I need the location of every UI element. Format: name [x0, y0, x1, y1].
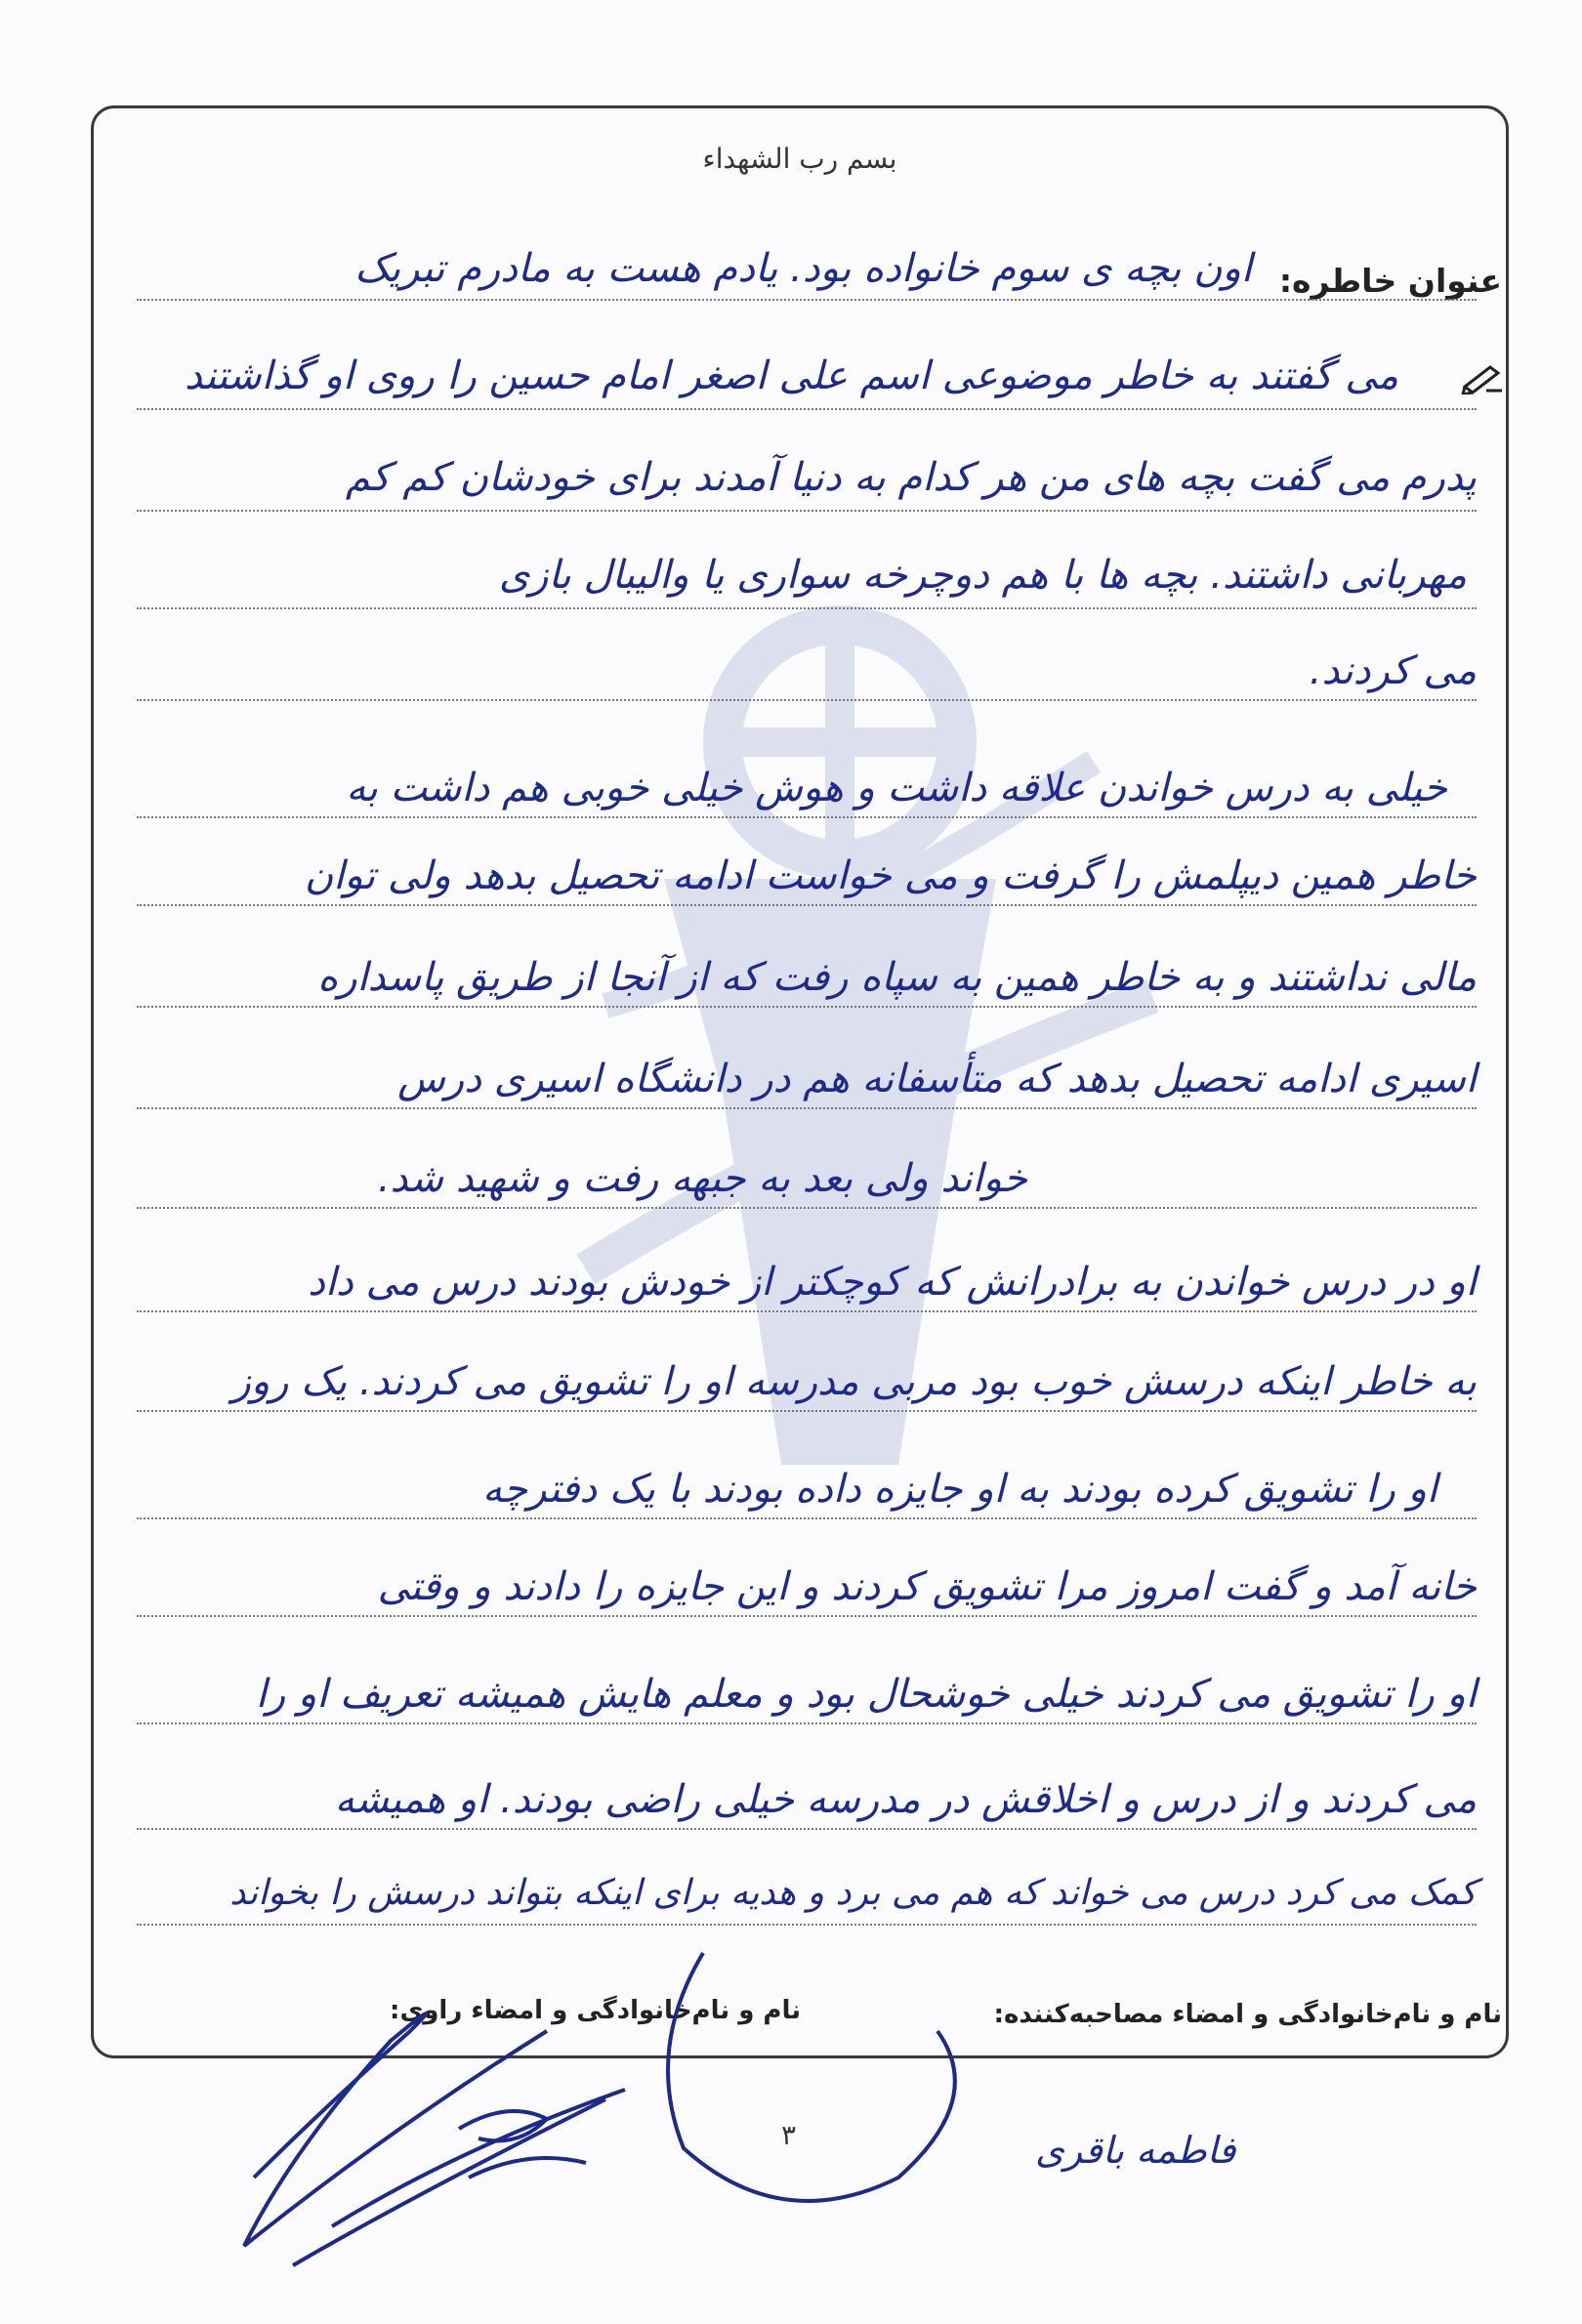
handwritten-line: به خاطر اینکه درسش خوب بود مربی مدرسه او را تشویق می کردند. یک روز [231, 1359, 1477, 1404]
page-header: بسم رب الشهداء [702, 143, 897, 175]
handwritten-line: او در درس خواندن به برادرانش که کوچکتر از خودش بودند درس می داد [308, 1260, 1477, 1305]
handwritten-line: خیلی به درس خواندن علاقه داشت و هوش خیلی خوبی هم داشت به [346, 766, 1447, 810]
handwritten-line: خواند ولی بعد به جبهه رفت و شهید شد. [377, 1156, 1027, 1201]
handwritten-line: می کردند. [1309, 648, 1477, 693]
handwritten-line: پدرم می گفت بچه های من هر کدام به دنیا آمدند برای خودشان کم کم [345, 455, 1477, 500]
handwritten-line: می گفتند به خاطر موضوعی اسم علی اصغر امام حسین را روی او گذاشتند [185, 353, 1398, 398]
handwritten-line: می کردند و از درس و اخلاقش در مدرسه خیلی راضی بودند. او همیشه [334, 1777, 1477, 1822]
interviewer-signature-label: نام و نام‌خانوادگی و امضاء مصاحبه‌کننده: [993, 2000, 1502, 2029]
handwritten-line: مهربانی داشتند. بچه ها با هم دوچرخه سواری یا والیبال بازی [498, 553, 1467, 598]
handwritten-line: خاطر همین دیپلمش را گرفت و می خواست ادامه تحصیل بدهد ولی توان [304, 853, 1477, 898]
handwritten-line: اون بچه ی سوم خانواده بود. یادم هست به مادرم تبریک [354, 246, 1252, 291]
handwritten-line: مالی نداشتند و به خاطر همین به سپاه رفت که از آنجا از طریق پاسداره [317, 955, 1477, 1000]
interviewer-handwritten-name: فاطمه باقری [1035, 2129, 1236, 2172]
memory-title-label: عنوان خاطره: [1278, 262, 1502, 300]
handwritten-line: اسیری ادامه تحصیل بدهد که متأسفانه هم در دانشگاه اسیری درس [397, 1057, 1477, 1101]
page-number: ۳ [781, 2119, 797, 2151]
narrator-signature-label: نام و نام‌خانوادگی و امضاء راوی: [390, 1996, 801, 2025]
handwritten-line: او را تشویق کرده بودند به او جایزه داده بودند با یک دفترچه [481, 1467, 1437, 1512]
handwritten-line: او را تشویق می کردند خیلی خوشحال بود و معلم هایش همیشه تعریف او را [255, 1672, 1477, 1717]
handwritten-line: کمک می کرد درس می خواند که هم می برد و هدیه برای اینکه بتواند درسش را بخواند [229, 1873, 1477, 1913]
handwritten-line: خانه آمد و گفت امروز مرا تشویق کردند و این جایزه را دادند و وقتی [377, 1564, 1477, 1609]
